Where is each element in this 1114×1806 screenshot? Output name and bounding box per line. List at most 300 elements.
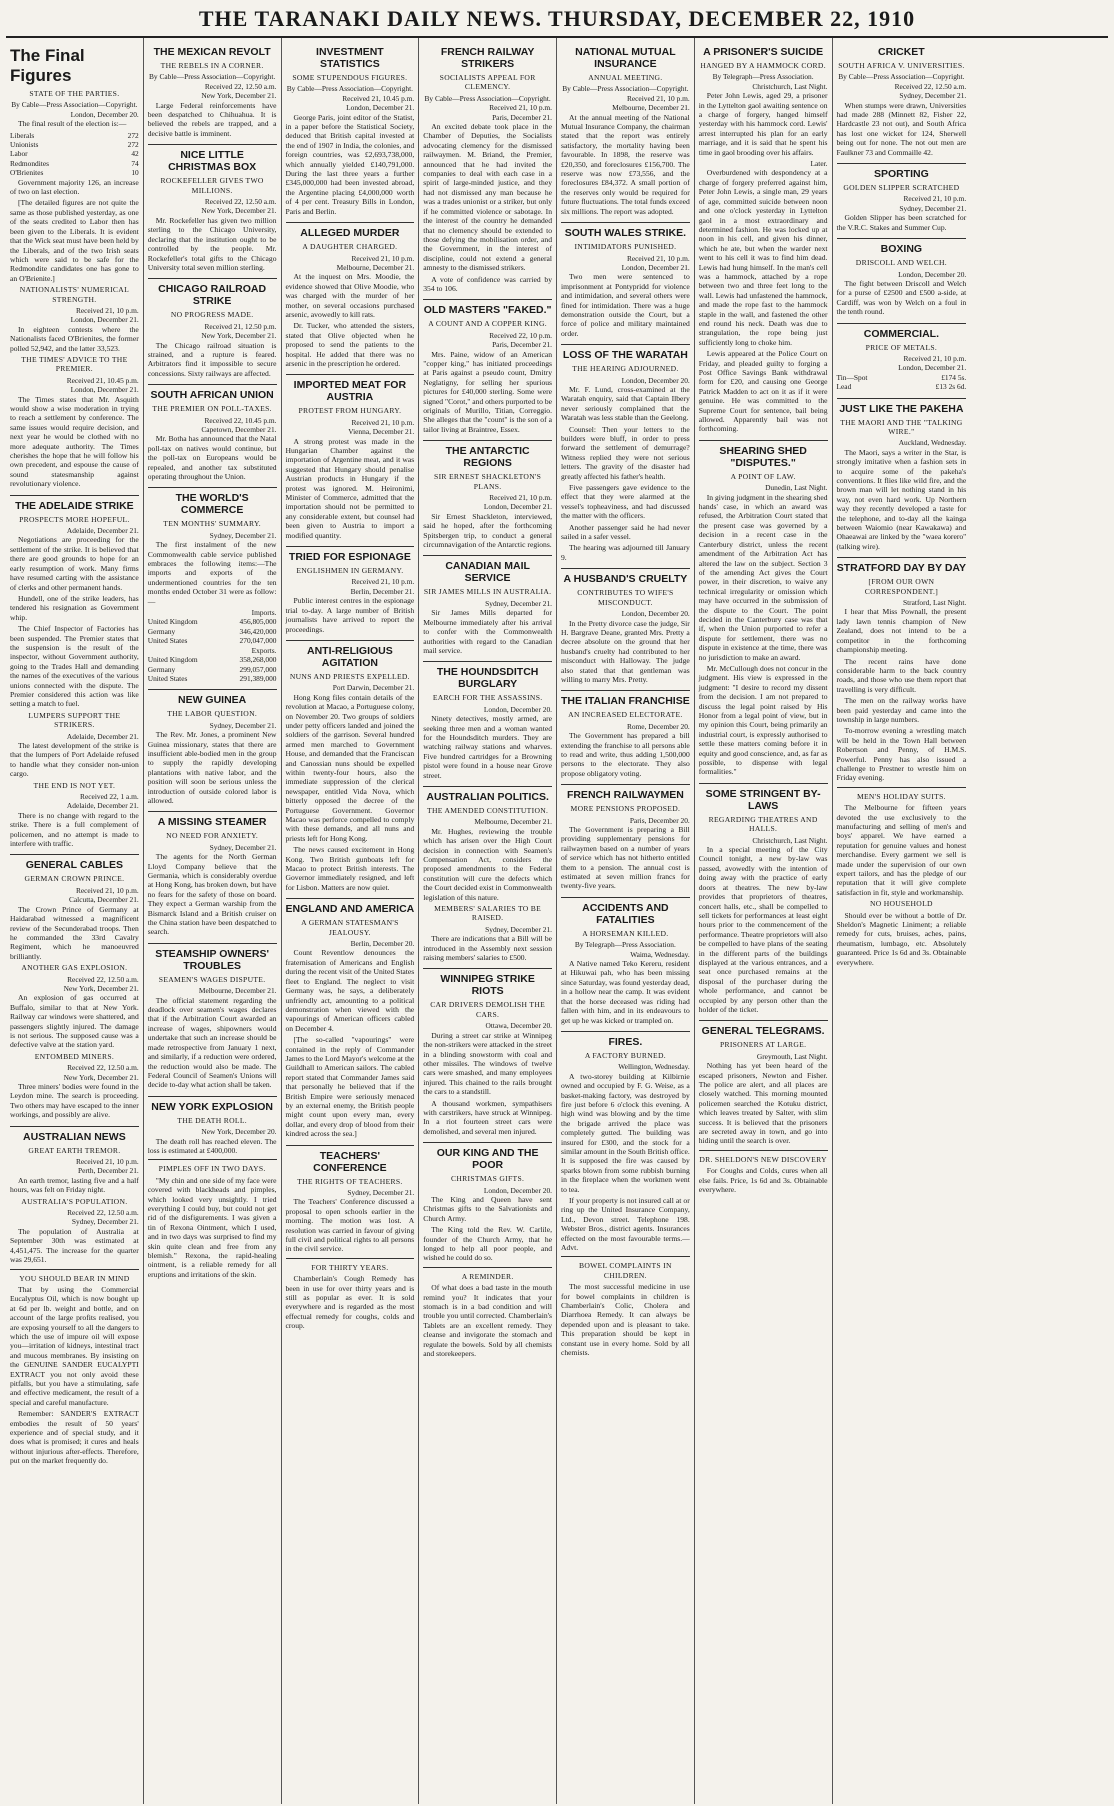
dateline: Adelaide, December 21. (66, 801, 139, 811)
subhead: ENGLISHMEN IN GERMANY. (296, 566, 404, 576)
headline-boxing: BOXING (837, 238, 967, 255)
dateline: Berlin, December 21. (350, 586, 415, 596)
paragraph: A Native named Teko Kereru, resident at Hikuwai pah, who has been missing since Saturday, was found yesterday dead, in a hollow near the camp. It was evident that the horse deceased was riding had fallen with him, and in its endeavours to get up he was kicked or trampled on. (561, 959, 690, 1025)
subhead: THE AMENDED CONSTITUTION. (427, 805, 549, 815)
party-seats: 272 (127, 130, 139, 140)
received-line: Received 21, 10 p.m. (75, 305, 139, 315)
paragraph: The fight between Driscoll and Welch for a purse of £2500 and £500 a-side, at Cardiff, was won by Welch on a foul in the tenth round. (836, 278, 967, 317)
received-line: Received 21, 10 p.m. (351, 253, 415, 263)
column-4 (419, 38, 557, 1804)
table-row (148, 608, 277, 617)
subhead: NUNS AND PRIESTS EXPELLED. (289, 671, 410, 681)
paragraph: Sir James Mills departed for Melbourne immediately after his arrival to confer with the Commonwealth authorities with regard to the Canadian mail service. (423, 608, 552, 655)
headline-stratford: STRATFORD DAY BY DAY (837, 557, 967, 574)
headline-prisoners-suicide: A PRISONER'S SUICIDE (703, 46, 824, 58)
advert-text: The most successful medicine in use for bowel complaints in children is Chamberlain's Colic, Cholera and Diarrhoea Remedy. It can always be depended upon and is pleasant to take. This preparation should be kept in constant use in every home. Sold by all chemists. (561, 1282, 690, 1358)
country: United States (147, 636, 188, 646)
subhead: ANOTHER GAS EXPLOSION. (21, 963, 128, 973)
paragraph: [The detailed figures are not quite the same as those published yesterday, as one of the seats credited to Labor then has been given to the Liberals. It is evident that the Wick seat must have been held by the Liberals, and of the two Irish seats which were said to be safe for the Redmondite candidates one has gone to an O'Brienite.] (10, 198, 139, 283)
dateline: London, December 20. (621, 375, 690, 385)
country: Germany (147, 626, 176, 636)
headline-final-figures: The Final Figures (10, 46, 85, 85)
subhead: CAR DRIVERS DEMOLISH THE CARS. (430, 1000, 546, 1019)
subhead: MEMBERS' SALARIES TO BE RAISED. (434, 904, 542, 923)
dateline: Christchurch, Last Night. (752, 81, 828, 91)
paragraph: At the inquest on Mrs. Moodie, the evidence showed that Olive Moodie, who was charged with the murder of her mother, on several occasions purchased arsenic, avowedly to kill rats. (285, 272, 415, 319)
advert-text: "My chin and one side of my face were covered with blackheads and pimples, which looked very unsightly. I tried everything I could buy, but could not get rid of the disfigurements. I was given a tin of Rexona Ointment, which I used, and in two days was surprised to find my skin quite clean and free from any blemish." Rexona, the rapid-healing ointment, is a reliable remedy for all eruptions and irritations of the skin. (147, 1175, 277, 1279)
party-seats: 272 (127, 140, 139, 150)
subhead: A POINT OF LAW. (730, 471, 796, 481)
paragraph: Ninety detectives, mostly armed, are seeking three men and a woman wanted for the Houndsditch murders. They are watching railway stations and wharves. Five hundred cartridges for a Browning pistol were found in a house near Grove street. (423, 714, 552, 780)
paragraph: Count Reventlow denounces the fraternisation of Americans and English during the recent visit of the United States fleet to England. The neglect to visit Germany was, he says, a deliberately unfriendly act, amounting to a political demonstration when viewed with the vapourings of American officers cabled on December 4. (285, 948, 415, 1033)
country: United Kingdom (147, 617, 198, 627)
paragraph: Counsel: Then your letters to the builders were bluff, in order to press forward the settlement of demurrage? Witness replied they were not serious letters. The gravity of the disaster had greatly affected his father's health. (561, 424, 690, 481)
dateline: Wellington, Wednesday. (618, 1062, 690, 1072)
party-name: Redmondites (10, 158, 50, 168)
headline-canadian-mail: CANADIAN MAIL SERVICE (423, 555, 552, 584)
advert-heading: DR. SHELDON'S NEW DISCOVERY (699, 1154, 827, 1164)
headline-national-mutual: NATIONAL MUTUAL INSURANCE (575, 46, 676, 70)
paragraph: The agents for the North German Lloyd Company believe that the Germania, which is considerably overdue at Hong Kong, has broken down, but have no fears for the safety of those on board. They expect a German warship from the Bismarck Island and a British cruiser on the China station have been despatched to search. (147, 852, 277, 937)
dateline: Paris, December 21. (492, 340, 552, 350)
dateline: Vienna, December 21. (348, 427, 415, 437)
divider (10, 1269, 139, 1270)
paragraph: In giving judgment in the shearing shed hands' case, in which an award was refused, the Arbitration Court stated that the present case was governed by a decision in a recent case in the Canterbury district, unless the recent amendment of the Arbitration Act has altered the law on the subject. Section 3 of the amending Act gives the Court power, in their discretion, to waive any technical irregularity or omission which may have occurred in the submission of the dispute to the Court. The point decided in the Canterbury case was that if, when the Union purported to refer a dispute for settlement, there was no dispute in existence at the time, there was no jurisdiction to make an award. (698, 492, 828, 662)
received-line: Received 21, 12.50 p.m. (204, 321, 277, 331)
subhead: ENTOMBED MINERS. (34, 1051, 115, 1061)
paragraph: The recent rains have done considerable harm to the back country roads, and those who use them report that travelling is very difficult. (836, 656, 967, 694)
subhead: PROSPECTS MORE HOPEFUL. (19, 514, 130, 524)
paragraph: The Times states that Mr. Asquith would show a wise moderation in trying to reach a settlement by conference. The same issues would require decision, and next year he would be clothed with no more adequate authority. The Times cherishes the hope that he will follow his own precedent, and espouse the cause of sound statesmanship against revolutionary violence. (10, 394, 139, 489)
dateline: Auckland, Wednesday. (898, 438, 967, 448)
dateline: Melbourne, December 21. (474, 817, 552, 827)
metal-name: Tin—Spot (836, 372, 868, 382)
subhead: PROTEST FROM HUNGARY. (298, 406, 402, 416)
subhead: THE PREMIER ON POLL-TAXES. (152, 404, 272, 414)
received-line: Received 21, 10.45 p.m. (66, 375, 139, 385)
dateline: London, December 21. (70, 315, 139, 325)
advert-heading: PIMPLES OFF IN TWO DAYS. (158, 1164, 266, 1174)
paragraph: The latest development of the strike is that the lumpers of Port Adelaide refused to handle what they consider non-union cargo. (10, 741, 139, 779)
paragraph: Peter John Lewis, aged 29, a prisoner in the Lyttelton gaol awaiting sentence on a charge of forgery, hanged himself yesterday with his hammock cord. Lewis' arrest interrupted his plan for an early marriage, and it is said that he spent his time in gaol brooding over his affairs. (698, 91, 828, 157)
headline-cricket: CRICKET (878, 46, 925, 58)
subhead: A HORSEMAN KILLED. (582, 928, 669, 938)
column-2 (144, 38, 282, 1804)
subhead: CONTRIBUTES TO WIFE'S MISCONDUCT. (577, 588, 674, 607)
dateline: London, December 20. (621, 609, 690, 619)
received-line: Received 21, 10.45 p.m. (342, 93, 415, 103)
paragraph: [The so-called "vapourings" were contained in the reply of Commander James to the Lord Mayor's welcome at the Guildhall to American sailors. The cabled report stated that Commander James said that personally he believed that if the British Empire were seriously menaced by an external enemy, the British people might count upon every man, every dollar, and every drop of blood from their kindred across the sea.] (285, 1035, 415, 1139)
dateline: Rome, December 20. (626, 721, 690, 731)
dateline: Sydney, December 21. (485, 598, 552, 608)
subhead: CHRISTMAS GIFTS. (451, 1174, 525, 1184)
dateline: Sydney, December 21. (209, 720, 277, 730)
paragraph: During a street car strike at Winnipeg the non-strikers were attacked in the street in a blinding snowstorm with coal and other missiles. The windows of twelve cars were smashed, and many employees injured. This chained to the rails brought the cars to a standstill. (423, 1030, 552, 1097)
paragraph: Government majority 126, an increase of two on last election. (10, 177, 139, 197)
paragraph: The men on the railway works have been paid yesterday and came into the township in large numbers. (836, 696, 967, 724)
subhead: INTIMIDATORS PUNISHED. (574, 242, 677, 252)
paragraph: Large Federal reinforcements have been despatched to Chihuahua. It is believed the rebels are trapped, and a decisive battle is imminent. (147, 100, 277, 138)
received-line: Received 21, 10 p.m. (626, 93, 690, 103)
dateline: Port Darwin, December 21. (332, 683, 415, 693)
subhead: SOCIALISTS APPEAL FOR CLEMENCY. (439, 73, 536, 92)
paragraph: The Government is preparing a Bill providing supplementary pensions for railwaymen based on a number of years of service which has not hitherto entitled them to a pension. The annual cost is estimated at seven million francs for twenty-five years. (561, 825, 690, 891)
headline-commercial: COMMERCIAL. (837, 323, 967, 340)
dateline: Sydney, December 21. (209, 842, 277, 852)
metal-price: £13 2s 6d. (935, 382, 967, 392)
received-line: Received 22, 12.50 a.m. (67, 1063, 139, 1073)
dateline: Waima, Wednesday. (630, 949, 690, 959)
dateline: Paris, December 20. (629, 815, 690, 825)
headline-french-railwaymen: FRENCH RAILWAYMEN (561, 784, 690, 801)
received-line: Received 21, 10 p.m. (351, 417, 415, 427)
paragraph: The Chicago railroad situation is strained, and a rupture is feared. Arbitrators find it impossible to secure concessions. Sixty railways are affected. (147, 340, 277, 378)
subhead: NO PROGRESS MADE. (170, 310, 254, 320)
imports-label: Imports. (251, 608, 277, 618)
table-row (148, 646, 277, 655)
received-line: Received 22, 10 p.m. (489, 330, 552, 340)
party-name: Unionists (10, 140, 39, 150)
dateline: Sydney, December 21. (899, 91, 967, 101)
dateline: London, December 21. (70, 385, 139, 395)
headline-king-and-poor: OUR KING AND THE POOR (423, 1142, 552, 1171)
subhead: HANGED BY A HAMMOCK CORD. (700, 61, 826, 70)
exports-label: Exports. (251, 645, 277, 655)
amount: 299,057,000 (239, 664, 277, 674)
subhead: THE END IS NOT YET. (33, 780, 116, 790)
paragraph: The King and Queen have sent Christmas gifts to the Salvationists and Church Army. (423, 1194, 552, 1223)
advert-text: That by using the Commercial Eucalyptus Oil, which is now bought up at 6d per lb. weight and bottle, and on account of the large profits realised, you are exposing yourself to all the dangers to which the use of impure oil will expose you—irritation of kidneys, intestinal tract and mucous membranes. By insisting on the GENUINE SANDER EUCALYPTI EXTRACT you not only avoid these pitfalls, but you have a stimulating, safe and effective medicament, the result of a special and careful manufacture. (10, 1284, 139, 1407)
paragraph: An explosion of gas occurred at Buffalo, similar to that at New York. Railway car windows were shattered, and passengers slightly injured. The damage is not serious. The supposed cause was a defective valve at the station yard. (10, 993, 139, 1050)
dateline: Christchurch, Last Night. (752, 835, 828, 845)
received-line: Received 21, 10 p.m. (489, 103, 552, 113)
headline-steamship-owners: STEAMSHIP OWNERS' TROUBLES (148, 943, 277, 972)
received-line: Received 21, 10 p.m. (75, 1157, 139, 1167)
subhead: DRISCOLL AND WELCH. (855, 258, 947, 268)
subhead: REGARDING THEATRES AND HALLS. (708, 814, 818, 834)
headline-general-cables: GENERAL CABLES (10, 854, 139, 871)
byline: By Cable—Press Association—Copyright. (562, 84, 689, 94)
headline-old-masters: OLD MASTERS "FAKED." (423, 299, 552, 316)
subhead: NATIONALISTS' NUMERICAL STRENGTH. (19, 285, 130, 304)
subhead: [FROM OUR OWN CORRESPONDENT.] (864, 577, 939, 596)
dateline: New York, December 21. (201, 91, 277, 101)
headline-investment: INVESTMENT STATISTICS (316, 46, 384, 70)
headline-adelaide-strike: THE ADELAIDE STRIKE (10, 495, 139, 512)
divider (561, 1256, 690, 1257)
advert-heading: BOWEL COMPLAINTS IN CHILDREN. (579, 1261, 672, 1280)
subhead: SIR ERNEST SHACKLETON'S PLANS. (434, 472, 542, 491)
dateline: New York, December 21. (201, 206, 277, 216)
paragraph: Hundell, one of the strike leaders, has tendered his resignation as Government whip. (10, 593, 139, 622)
paragraph: An excited debate took place in the Chamber of Deputies, the Socialists advocating clemency for the dismissed railwaymen. M. Briand, the Premier, announced that he had invited the companies to deal with each case in a spirit of large-minded justice, and they had not dismissed any man because he was a trades unionist or a striker, but only if he committed violence or sabotage. In the interest of the country he demanded that no clemency should be extended to those defying the mobilisation order, and the Government, in the interest of discipline, could not extend a general amnesty to the dismissed strikers. (423, 122, 552, 273)
headline-husbands-cruelty: A HUSBAND'S CRUELTY (561, 568, 690, 585)
paragraph: Mr. McCullough does not concur in the judgment. His view is expressed in the judgment: "I desire to record my dissent from the decision. I am not prepared to discuss the legal point raised by His Honor from a legal point of view, but in my opinion this Court, being primarily an industrial court, is expressly authorised to settle these matters coming before it in equity and good conscience, and, as far as possible, to dispense with legal formalities." (698, 663, 828, 777)
paragraph: The Maori, says a writer in the Star, is strongly imitative when a fashion sets in to acquire some of the pakeha's conventions. It flies like wild fire, and the brown man will let nothing stand in his way, not even hard work. Up Northern way they recently developed a taste for the telephone, and to-day all the kainga between Waiomio (near Kawakawa) and Ohaeawai are linked by the "waea korero" (talking wire). (836, 447, 967, 551)
paragraph: A strong protest was made in the Hungarian Chamber against the importation of Argentine meat, and it was suggested that Hungary should penalise Austrian products in Hungary if the protest was ignored. M. Heironimi, Minister of Commerce, admitted that the importation should not be permitted to any considerable extent, but counsel had been given to Austria to import a modified quantity. (285, 436, 415, 540)
dateline: Capetown, December 21. (201, 424, 277, 434)
amount: 358,268,000 (239, 655, 277, 665)
paragraph: Three miners' bodies were found in the Leydon mine. The search is proceeding. Two others may have escaped to the inner workings, and possibly are alive. (10, 1082, 139, 1120)
paragraph: Mr. Botha has announced that the Natal poll-tax on natives would continue, but the poll-tax on Europeans would be repealed, and another tax substituted operating throughout the Union. (147, 434, 277, 481)
dateline: London, December 20. (898, 269, 967, 279)
advert-text: For Coughs and Colds, cures when all else fails. Price, 1s 6d and 3s. Obtainable everywhere. (698, 1166, 828, 1195)
paragraph: The King told the Rev. W. Carlile, founder of the Church Army, that he longed to help all poor people, and wished he could do so. (423, 1225, 552, 1263)
headline-worlds-commerce: THE WORLD'S COMMERCE (148, 487, 277, 516)
byline: By Cable—Press Association—Copyright. (286, 84, 413, 94)
paragraph: When stumps were drawn, Universities had made 288 (Minnett 82, Fisher 22, Hardcastle 23 not out), and South Africa has lost one wicket for 124, Sherwell being out for none. The not out men are Faulkner 73 and Commaille 42. (836, 100, 967, 157)
byline: By Telegraph—Press Association. (574, 940, 676, 950)
headline-teachers-conference: TEACHERS' CONFERENCE (286, 1145, 415, 1174)
paragraph: In the Pretty divorce case the judge, Sir H. Bargrave Deane, granted Mrs. Pretty a decree absolute on the ground that her husband's cruelty had contributed to her misconduct with Halloway. The judge also stated that that gentleman was willing to marry Mrs. Pretty. (561, 618, 690, 684)
dateline: Adelaide, December 21. (66, 526, 139, 536)
dateline: Sydney, December 21. (347, 1188, 415, 1197)
dateline: Greymouth, Last Night. (756, 1051, 828, 1061)
subhead: THE LABOR QUESTION. (167, 709, 258, 719)
paragraph: The Teachers' Conference discussed a proposal to open schools earlier in the morning. The motion was lost. A resolution was carried in favour of giving full civil and political rights to all persons in the civil service. (285, 1197, 415, 1254)
subhead: THE HEARING ADJOURNED. (572, 364, 679, 374)
dateline: Melbourne, December 21. (336, 262, 415, 272)
party-seats: 74 (131, 158, 139, 168)
received-line: Received 21, 10 p.m. (903, 353, 967, 363)
received-line: Received 22, 12.50 a.m. (67, 974, 139, 984)
country: United States (147, 673, 188, 683)
subhead: SIR JAMES MILLS IN AUSTRALIA. (423, 587, 552, 597)
party-table (10, 131, 139, 178)
paragraph: In eighteen contests where the Nationalists faced O'Brienites, the former polled 52,942, and the latter 33,523. (10, 324, 139, 353)
subhead: GREAT EARTH TREMOR. (28, 1145, 121, 1155)
table-row (837, 373, 967, 382)
paragraph: Mr. Hughes, reviewing the trouble which has arisen over the High Court decision in connection with Seamen's Compensation Act, considers the proposed amendments to the Federal constitution will cure the defects which the Court decided exist in Commonwealth legislation of this nature. (423, 826, 552, 902)
advert-heading: FOR THIRTY YEARS. (311, 1262, 389, 1272)
paragraph: The population of Australia at September 30th was estimated at 4,451,475. The increase for the quarter was 29,651. (10, 1226, 139, 1265)
metal-price: £174 5s. (941, 372, 967, 382)
paragraph: A two-storey building at Kilbirnie owned and occupied by F. G. Weise, as a basket-making factory, was destroyed by fire just before 6 o'clock this evening. A high wind was blowing and by the time the brigade arrived the place was completely gutted. The building was insured for £300, and the stock for a similar amount in the South British office. It is supposed the fire was caused by sparks blown from some rubbish burning in the fireplace when the workmen went to tea. (561, 1071, 690, 1194)
subhead: EARCH FOR THE ASSASSINS. (432, 693, 543, 703)
paragraph: At the annual meeting of the National Mutual Insurance Company, the chairman stated that the report was entirely satisfactory, the mortality having been favourable. In 1898, the reserve was £20,350, and foreclosures £156,700. The reserve was now £73,556, and the foreclosures £84,372. A small portion of the reserves only would be required for future fluctuations. The total funds exceed six millions. The report was adopted. (561, 112, 690, 216)
dateline: Paris, December 21. (492, 112, 552, 122)
amount: 456,805,000 (239, 617, 277, 627)
headline-fires: FIRES. (561, 1031, 690, 1048)
headline-south-wales: SOUTH WALES STRIKE. (561, 222, 690, 239)
table-row (148, 665, 277, 674)
advert-heading: A REMINDER. (461, 1271, 514, 1281)
subhead: GOLDEN SLIPPER SCRATCHED (843, 183, 960, 193)
byline: By Cable—Press Association—Copyright. (838, 72, 965, 82)
column-3 (282, 38, 420, 1804)
paragraph: A vote of confidence was carried by 354 to 106. (423, 274, 552, 293)
dateline: Melbourne, December 21. (198, 986, 277, 996)
advert-text: Remember: SANDER'S EXTRACT embodies the result of 50 years' experience and of special study, and it does what is promised; it cures and heals without injurious after-effects. Therefore, put on the market frequently do. (10, 1409, 139, 1466)
headline-australian-politics: AUSTRALIAN POLITICS. (423, 786, 552, 803)
received-line: Received 22, 12.50 a.m. (204, 197, 277, 207)
paragraph: The Government has prepared a bill extending the franchise to all persons able to read and write, thus adding 1,500,000 persons to the electorate. They also propose obligatory voting. (561, 731, 690, 778)
paragraph: The news caused excitement in Hong Kong. Two British gunboats left for Macao to protect British interests. The Governor immediately resigned, and left for Lisbon. Matters are now quiet. (285, 845, 415, 892)
subhead: TEN MONTHS' SUMMARY. (163, 519, 261, 529)
metal-name: Lead (836, 382, 852, 392)
headline-new-guinea: NEW GUINEA (148, 689, 277, 706)
party-name: O'Brienites (10, 168, 44, 178)
paragraph: Nothing has yet been heard of the escaped prisoners, Newton and Fisher. The police are alert, and all places are closely watched. This morning mounted policemen searched the Kotuku district, which leaves treated by Salter, with slim success. It is believed that the prisoners are secreted away in town, and go into hiding until the search is over. (698, 1061, 828, 1146)
subhead: AN INCREASED ELECTORATE. (568, 710, 683, 720)
paragraph: Lewis appeared at the Police Court on Friday, and pleaded guilty to forging a Post Office Savings Bank withdrawal form for £20, and causing one George Patrick Madden to act on it as if it were genuine. He was committed to the Supreme Court for sentence, bail being allowed. Apparently bail was not forthcoming. (698, 349, 828, 434)
subhead: SOME STUPENDOUS FIGURES. (292, 73, 408, 82)
paragraph: Overburdened with despondency at a charge of forgery preferred against him, Peter John Lewis, a single man, 29 years of age, committed suicide between noon and one o'clock yesterday in Lyttelton gaol in a most extraordinary and determined fashion. He was locked up at noon in his cell, and given his dinner, which he ate, but when the warder next went to his cell it was to find him dead. Lewis had hung himself. In the man's cell was a hammock, attached by a rope between two and three feet long to the wall. Lewis had unfastened the hammock, and made the rope fast to the hammock staple in the wall, and fastened the other end round his neck. Death was due to strangulation, the rope being just sufficiently long to choke him. (698, 168, 828, 347)
advert-heading: YOU SHOULD BEAR IN MIND (19, 1273, 130, 1283)
byline: By Cable—Press Association—Copyright. (11, 100, 138, 110)
paragraph: There are indications that a Bill will be introduced in the Assembly next session raising members' salaries to £500. (423, 934, 552, 963)
table-row (148, 636, 277, 645)
advert-text: The Melbourne for fifteen years devoted the use exclusively to the manufacturing and selling of men's and boys' apparel. We have earned a reputation for genuine values and honest merchandise. Every garment we sell is made under the supervision of our own expert tailors, and has the pledge of our reputation that it will give complete satisfaction in fit, style and workmanship. (836, 803, 967, 897)
dateline: Berlin, December 20. (350, 939, 415, 949)
dateline: Dunedin, Last Night. (765, 483, 828, 493)
subhead: LUMPERS SUPPORT THE STRIKERS. (28, 710, 121, 730)
dateline: Melbourne, December 21. (612, 103, 690, 113)
received-line: Received 21, 10 p.m. (626, 253, 690, 263)
column-5 (557, 38, 695, 1804)
table-row (10, 149, 139, 158)
paragraph: If your property is not insured call at or ring up the United Insurance Company, Ltd., Devon street. Telephone 198. Webster Bros., district agents. Insurances effected on the most favourable terms.—Advt. (561, 1196, 690, 1253)
dateline: London, December 21. (483, 502, 552, 512)
dateline: Perth, December 21. (78, 1166, 139, 1176)
dateline: New York, December 21. (201, 331, 277, 341)
headline-french-railway: FRENCH RAILWAY STRIKERS (440, 46, 535, 70)
received-line: Received 22, 12.50 a.m. (204, 81, 277, 91)
headline-italian-franchise: THE ITALIAN FRANCHISE (561, 690, 690, 707)
paragraph: The Crown Prince of Germany at Haidarabad witnessed a magnificent review of the Secunderabad troops. Then he commanded the 33rd Cavalry Regiment, which he manoeuvred brilliantly. (10, 904, 139, 961)
subhead: ANNUAL MEETING. (588, 73, 663, 82)
received-line: Received 21, 10 p.m. (75, 885, 139, 895)
paragraph: The first instalment of the new Commonwealth cable service published embraces the following items:—The imports and exports of the undermentioned countries for the ten months ended October 31 were as follow:— (147, 540, 277, 606)
received-line: Received 22, 10.45 p.m. (204, 415, 277, 425)
byline: By Cable—Press Association—Copyright. (148, 72, 276, 82)
headline-missing-steamer: A MISSING STEAMER (148, 811, 277, 828)
table-row (10, 159, 139, 168)
subhead: ROCKEFELLER GIVES TWO MILLIONS. (160, 176, 264, 195)
table-row (148, 617, 277, 626)
headline-imported-meat: IMPORTED MEAT FOR AUSTRIA (286, 374, 415, 403)
subhead: THE REBELS IN A CORNER. (160, 61, 264, 70)
subhead: GERMAN CROWN PRINCE. (24, 874, 125, 884)
paragraph: Two men were sentenced to imprisonment at Pontypridd for violence and intimidation, and several others were fined for intimidation. There was a huge demonstration outside the Court, but a force of police and military maintained order. (561, 272, 690, 338)
paragraph: The hearing was adjourned till January 9. (561, 543, 690, 562)
paragraph: Negotiations are proceeding for the settlement of the strike. It is believed that there are good grounds to hope for an early resumption of work. Many firms have resumed carting with the assistance of clerks and other permanent hands. (10, 535, 139, 592)
amount: 346,420,000 (239, 626, 277, 636)
headline-antarctic: THE ANTARCTIC REGIONS (423, 440, 552, 469)
headline-sporting: SPORTING (837, 163, 967, 180)
party-name: Liberals (10, 130, 35, 140)
dateline: London, December 20. (483, 704, 552, 714)
country: Germany (147, 664, 176, 674)
paragraph: There is no change with regard to the strike. There is a full complement of policemen, and no attempt is made to interfere with traffic. (10, 810, 139, 849)
paragraph: Dr. Tucker, who attended the sisters, stated that Olive objected when he proposed to send the patients to the hospital. He added that there was no arsenic in the prescription he ordered. (285, 321, 415, 368)
paragraph: The official statement regarding the deadlock over seamen's wages declares that if the Arbitration Court awarded an increase of wages, shipowners would undertake that such an increase should be made retrospective from January 1 next, and similarly, if a reduction were ordered, the reduction would also be made. The Federal Council of Seamen's Unions will decide to-day what action shall be taken. (147, 995, 277, 1090)
headline-chicago-strike: CHICAGO RAILROAD STRIKE (148, 278, 277, 307)
dateline: Adelaide, December 21. (66, 731, 139, 741)
byline: By Telegraph—Press Association. (712, 72, 814, 82)
paragraph: To-morrow evening a wrestling match will be held in the Town Hall between Robertson and Penny, of H.M.S. Powerful. Penny has also issued a challenge to Prestner to wrestle him on Friday evening. (836, 726, 967, 783)
paragraph: Mr. Rockefeller has given two million sterling to the Chicago University, declaring that the institution ought to be controlled by the people. Mr. Rockefeller's total gifts to the Chicago University total seven million sterling. (147, 215, 277, 272)
received-line: Received 21, 10 p.m. (351, 577, 415, 587)
subhead: THE TIMES' ADVICE TO THE PREMIER. (21, 354, 128, 374)
subhead: PRICE OF METALS. (865, 342, 938, 352)
received-line: Later. (810, 159, 828, 169)
subhead: MORE PENSIONS PROPOSED. (570, 804, 681, 814)
commerce-table (148, 608, 277, 683)
headline-christmas-box: NICE LITTLE CHRISTMAS BOX (148, 144, 277, 173)
received-line: Received 21, 10 p.m. (903, 194, 967, 204)
subhead: THE DEATH ROLL. (177, 1115, 247, 1125)
dateline: London, December 20. (70, 109, 139, 119)
dateline: London, December 21. (346, 103, 415, 113)
received-line: Received 22, 12.50 a.m. (894, 81, 967, 91)
paragraph: In a special meeting of the City Council tonight, a new by-law was passed, avowedly with the intention of doing away with the practice of early doors at theatres. The new by-law provides that proprietors of theatres, concert halls, etc., shall be compelled to sell tickets for performances at least eight hours prior to the commencement of the performance. Theatre proprietors will also be compelled to have plans of the seating in the different parts of the buildings displayed at the various entrances, and a seat once purchased remains at the disposal of the purchaser during the whole performance, and cannot be occupied by any person other than the holder of the ticket. (698, 845, 828, 1014)
headline-alleged-murder: ALLEGED MURDER (286, 222, 415, 239)
received-line: Received 22, 1 a.m. (80, 792, 139, 802)
dateline: London, December 20. (483, 1185, 552, 1195)
paragraph: Golden Slipper has been scratched for the V.R.C. Stakes and Summer Cup. (836, 213, 967, 232)
divider (837, 787, 967, 788)
dateline: Sydney, December 21. (209, 530, 277, 540)
advert-text: Chamberlain's Cough Remedy has been in use for over thirty years and is still as popular as ever. It is sold everywhere and is regarded as the most effectual remedy for coughs, colds and croup. (285, 1274, 415, 1331)
divider (286, 1258, 415, 1259)
received-line: Received 21, 10 p.m. (489, 493, 552, 503)
headline-new-york-explosion: NEW YORK EXPLOSION (148, 1096, 277, 1113)
dateline: London, December 21. (621, 262, 690, 272)
table-row (10, 140, 139, 149)
subhead: SEAMEN'S WAGES DISPUTE. (158, 974, 266, 984)
dateline: Sydney, December 21. (899, 203, 967, 213)
paragraph: I hear that Miss Pownall, the present lady lawn tennis champion of New Zealand, does not intend to be a competitor in the forthcoming championship meeting. (836, 607, 967, 655)
headline-general-telegrams: GENERAL TELEGRAMS. (699, 1020, 828, 1037)
headline-mexican-revolt: THE MEXICAN REVOLT (153, 46, 271, 58)
headline-australian-news: AUSTRALIAN NEWS (10, 1126, 139, 1143)
paragraph: Mr. F. Lund, cross-examined at the Waratah enquiry, said that Captain Ilbery never seriously complained that the Waratah was less stable than the Geelong. (561, 384, 690, 423)
dateline: New York, December 21. (63, 1072, 139, 1082)
paragraph: Mrs. Paine, widow of an American "copper king," has initiated proceedings at Paris against a pseudo count, Dmitry Neglatigny, for selling her spurious pictures for £40,000 sterling. Some were signed "Corot," and others purported to be originals of Murillo, Titian, Correggio. She alleges that the "count" is the son of a tailor living at Braintree, Essex. (423, 349, 552, 434)
advert-text: Should ever be without a bottle of Dr. Sheldon's Magnetic Liniment; a reliable remedy for cuts, bruises, aches, pains, rheumatism, lumbago, etc. Absolutely guaranteed. Price 1s 6d and 3s. Obtainable everywhere. (836, 910, 967, 967)
divider (699, 1150, 828, 1151)
party-name: Labor (10, 149, 28, 159)
advert-heading: MEN'S HOLIDAY SUITS. (856, 791, 946, 801)
subhead: NO NEED FOR ANXIETY. (166, 831, 259, 841)
column-6 (695, 38, 833, 1804)
table-row (148, 655, 277, 664)
subhead: PRISONERS AT LARGE. (719, 1040, 807, 1050)
amount: 270,047,000 (239, 636, 277, 646)
party-seats: 10 (131, 168, 139, 178)
headline-accidents: ACCIDENTS AND FATALITIES (561, 897, 690, 926)
advert-text: Of what does a bad taste in the mouth remind you? It indicates that your stomach is in a bad condition and will trouble you until corrected. Chamberlain's Tablets are an excellent remedy. They cleanse and invigorate the stomach and regulate the bowels. Sold by all chemists and storekeepers. (423, 1283, 552, 1359)
party-seats: 42 (131, 149, 139, 159)
headline-england-america: ENGLAND AND AMERICA (286, 898, 415, 915)
divider (423, 1267, 552, 1268)
paragraph: An earth tremor, lasting five and a half hours, was felt on Friday night. (10, 1175, 139, 1195)
dateline: London, December 21. (898, 363, 967, 373)
metals-table (837, 373, 967, 392)
headline-winnipeg: WINNIPEG STRIKE RIOTS (423, 968, 552, 997)
subhead: SOUTH AFRICA V. UNIVERSITIES. (838, 61, 965, 70)
paragraph: Hong Kong files contain details of the revolution at Macao, a Portuguese colony, on November 20. Two groups of soldiers under petty officers landed and joined the soldiers of the garrison. Several hundred armed men marched to Government House, and demanded that the Franciscan and Canossian nuns should be expelled within twenty-four hours, also the immediate suppression of the clerical newspaper, entitled Vida Nova, which bitterly opposed the decree of the Portuguese Government. Governor Macao was perforce compelled to comply with these demands, and all nuns and priests left for Hong Kong. (285, 692, 415, 843)
column-7 (833, 38, 971, 1804)
dateline: Stratford, Last Night. (903, 598, 967, 608)
headline-pakeha: JUST LIKE THE PAKEHA (837, 398, 967, 415)
subhead: AUSTRALIA'S POPULATION. (21, 1196, 128, 1206)
headline-stringent-bylaws: SOME STRINGENT BY-LAWS (699, 783, 828, 812)
subhead: A COUNT AND A COPPER KING. (428, 319, 547, 329)
dateline: New York, December 21. (63, 983, 139, 993)
amount: 291,389,000 (239, 673, 277, 683)
